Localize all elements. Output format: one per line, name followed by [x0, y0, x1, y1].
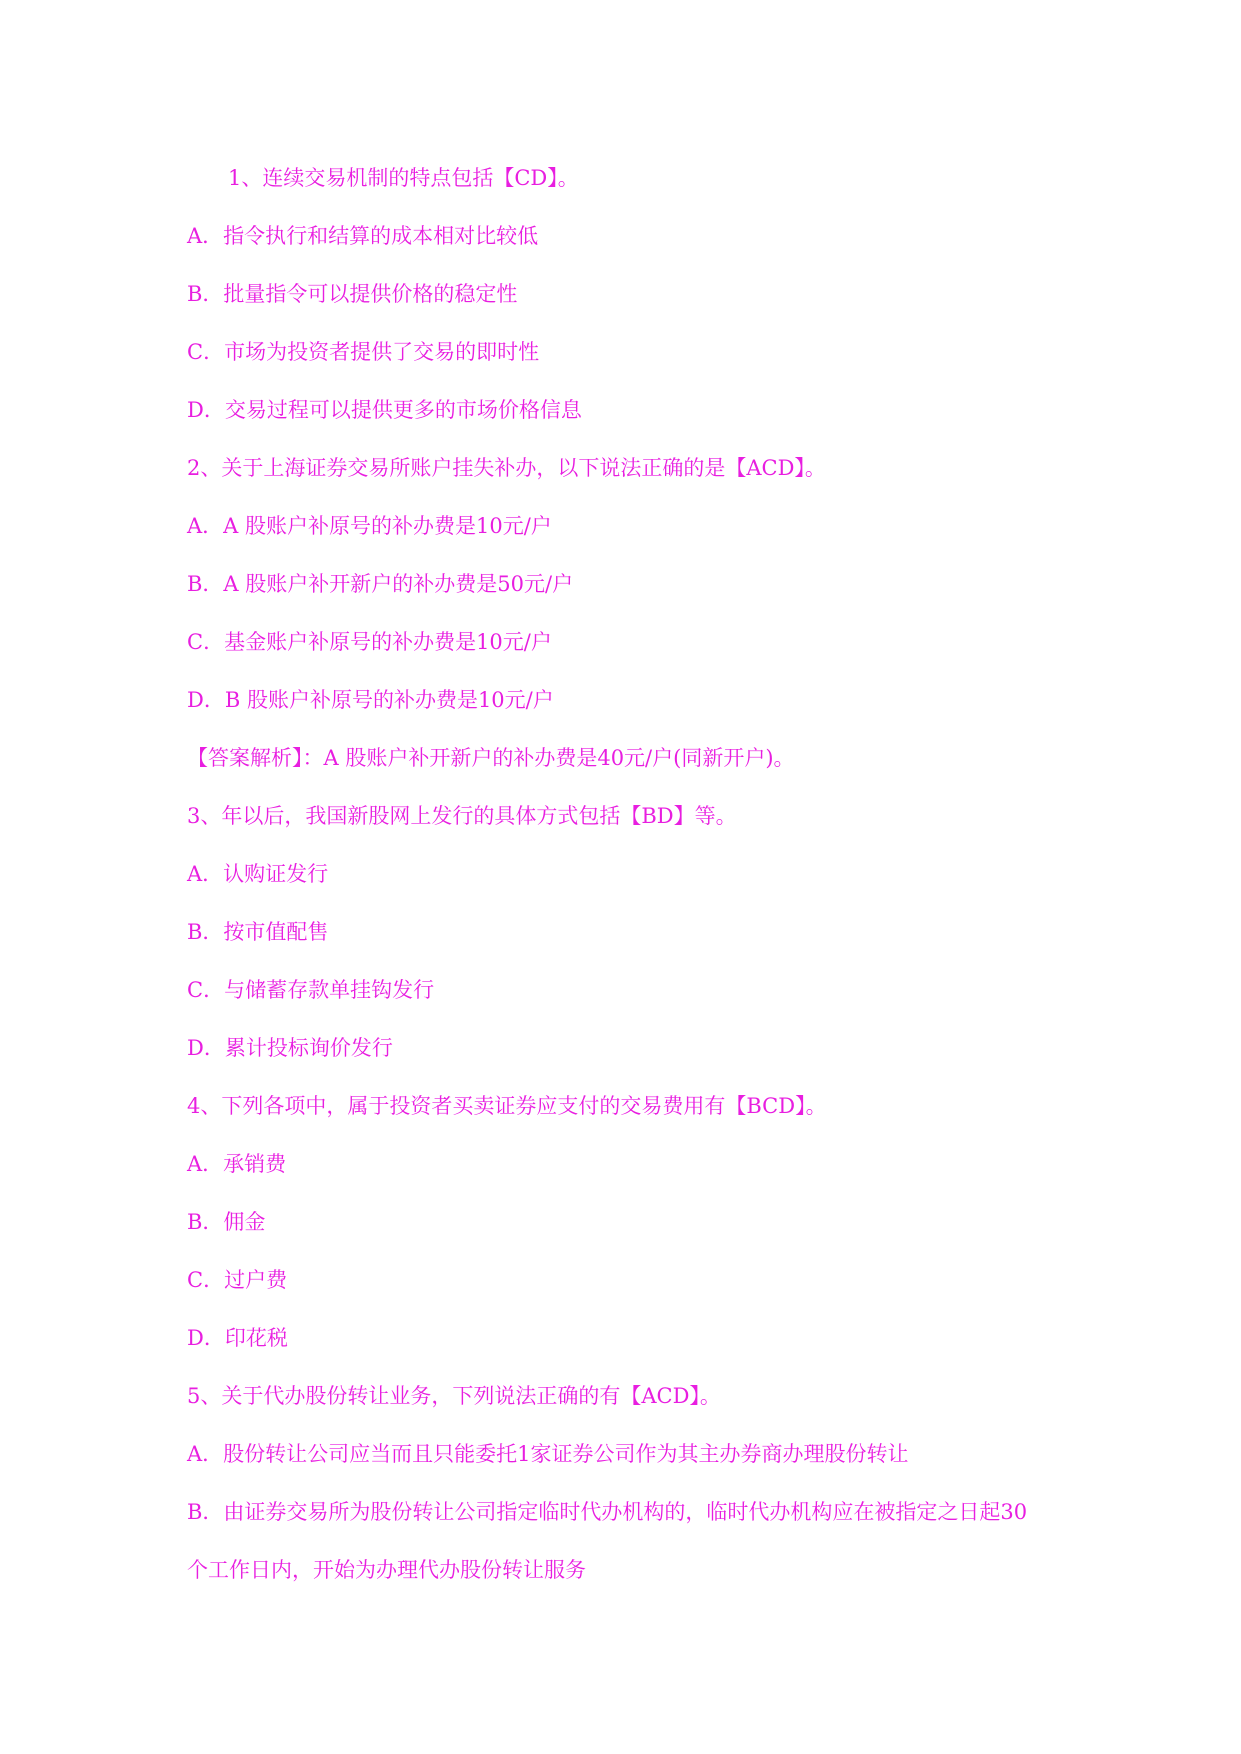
question-3-option-c: C．与储蓄存款单挂钩发行 — [187, 978, 435, 1002]
question-4-option-b: B．佣金 — [187, 1210, 266, 1234]
question-2-option-c: C．基金账户补原号的补办费是10元/户 — [187, 630, 552, 654]
question-4-option-a: A．承销费 — [187, 1152, 287, 1176]
question-1-option-b: B．批量指令可以提供价格的稳定性 — [187, 282, 518, 306]
question-3-option-a: A．认购证发行 — [187, 862, 329, 886]
question-1: 1、连续交易机制的特点包括【CD】。 — [228, 166, 579, 190]
question-5-option-b-continued: 个工作日内，开始为办理代办股份转让服务 — [187, 1558, 586, 1582]
question-2-option-a: A．A 股账户补原号的补办费是10元/户 — [187, 514, 552, 538]
question-5: 5、关于代办股份转让业务，下列说法正确的有【ACD】。 — [187, 1384, 721, 1408]
question-3-option-d: D．累计投标询价发行 — [187, 1036, 393, 1060]
question-1-option-a: A．指令执行和结算的成本相对比较低 — [187, 224, 539, 248]
question-5-option-b: B．由证券交易所为股份转让公司指定临时代办机构的，临时代办机构应在被指定之日起30 — [187, 1500, 1028, 1524]
answer-explanation: 【答案解析】：A 股账户补开新户的补办费是40元/户(同新开户)。 — [187, 746, 795, 770]
question-2-option-d: D．B 股账户补原号的补办费是10元/户 — [187, 688, 554, 712]
question-2: 2、关于上海证券交易所账户挂失补办，以下说法正确的是【ACD】。 — [187, 456, 826, 480]
question-2-option-b: B．A 股账户补开新户的补办费是50元/户 — [187, 572, 574, 596]
question-4-option-d: D．印花税 — [187, 1326, 288, 1350]
question-3: 3、年以后，我国新股网上发行的具体方式包括【BD】等。 — [187, 804, 737, 828]
question-1-option-d: D．交易过程可以提供更多的市场价格信息 — [187, 398, 582, 422]
question-4-option-c: C．过户费 — [187, 1268, 288, 1292]
question-4: 4、下列各项中，属于投资者买卖证券应支付的交易费用有【BCD】。 — [187, 1094, 827, 1118]
question-3-option-b: B．按市值配售 — [187, 920, 329, 944]
question-1-option-c: C．市场为投资者提供了交易的即时性 — [187, 340, 540, 364]
question-5-option-a: A．股份转让公司应当而且只能委托1家证券公司作为其主办券商办理股份转让 — [187, 1442, 909, 1466]
